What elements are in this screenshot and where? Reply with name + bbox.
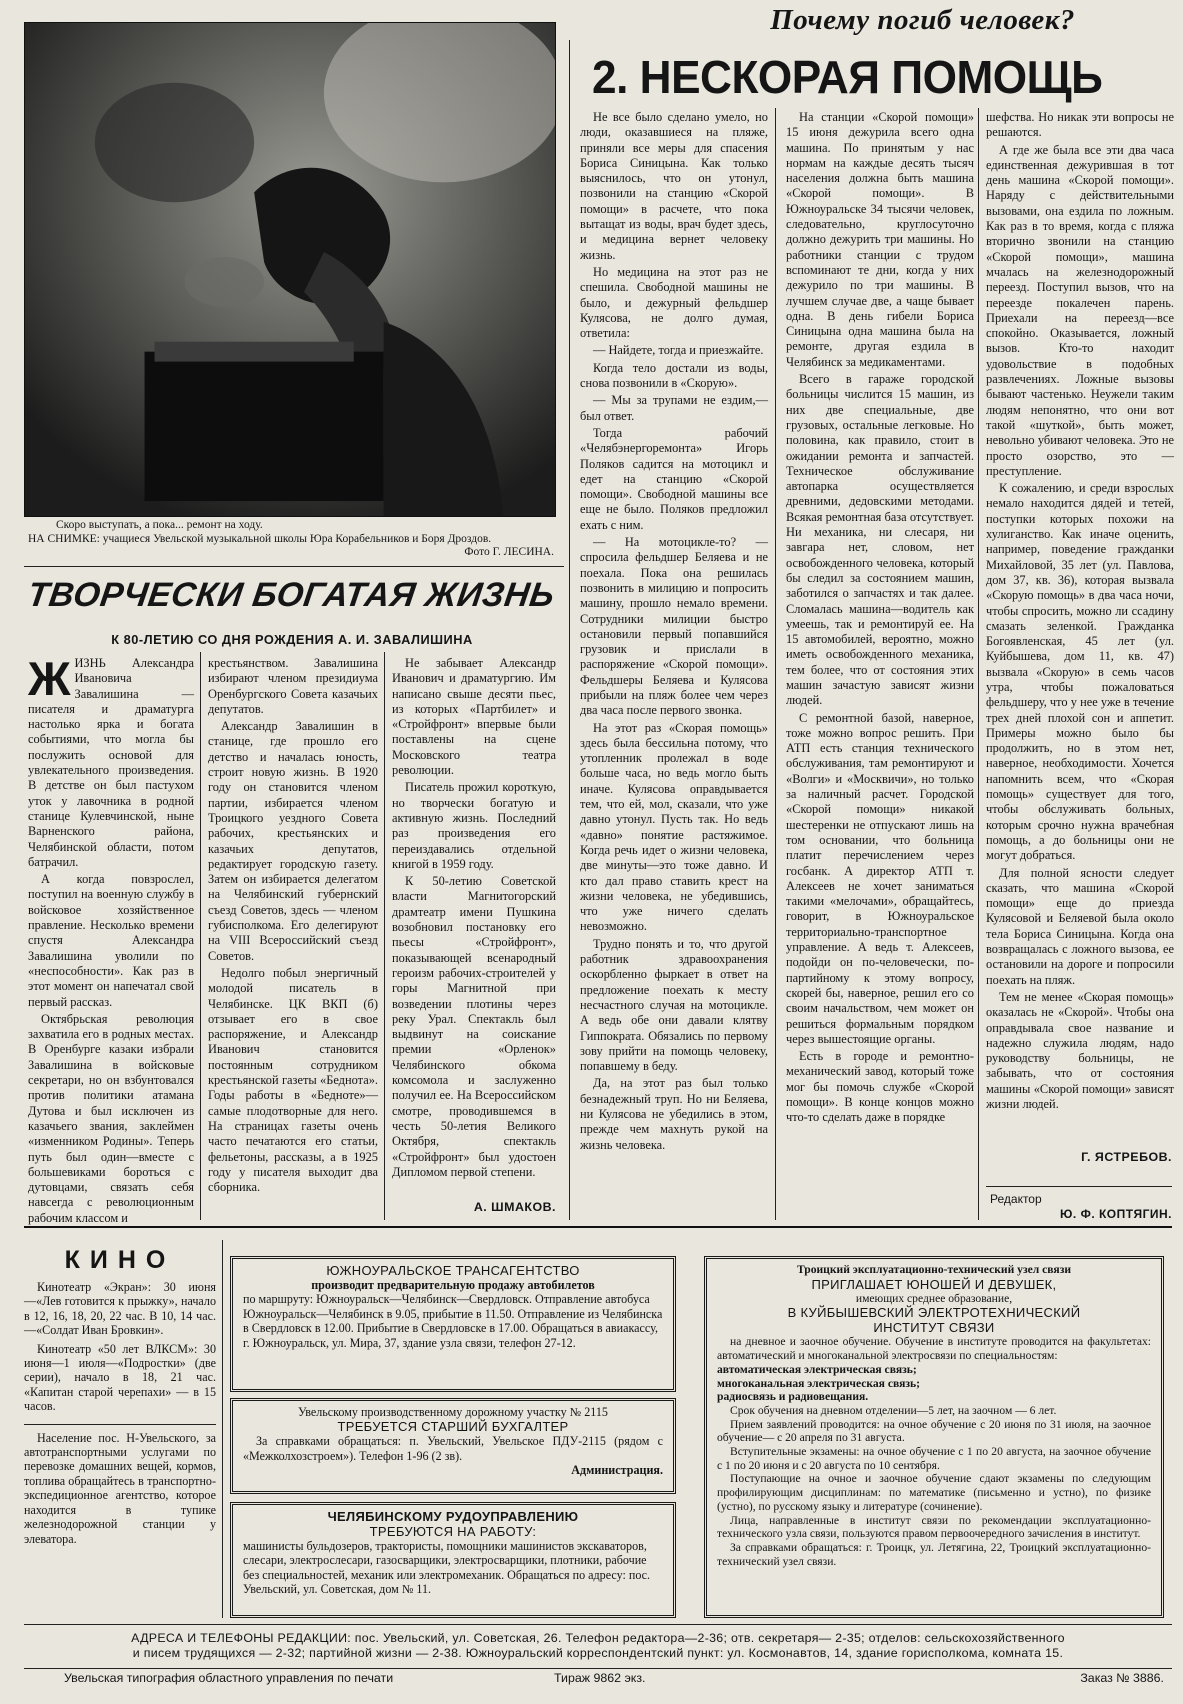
second-article-title: ТВОРЧЕСКИ БОГАТАЯ ЖИЗНЬ: [25, 576, 557, 614]
paragraph: Есть в городе и ремонтно-механический завод, который тоже мог бы помочь службе «Скорой помощи». В конце концов можно что-то сделать даже в порядке: [786, 1049, 974, 1125]
paragraph: Всего в гараже городской больницы числится 15 машин, из них две специальные, две грузовых, остальные легковые. Но половина, как правило, стоит в ожидании ремонта и запчастей. Техническое обслуживание автопарка осуществляется древними, дедовскими методами. Всякая ремонтная база отсутствует. Ни механика, ни слесаря, ни завгара нет, словом, нет освобожденного человека, который бы следил за состоянием машин, заботился о запчастях и так далее. Сломалась машина—водитель как умеешь, так и ремонтируй ее. На 15 автомобилей, вероятно, можно иметь освобожденного механика, тем более, что от состояния этих машин зачастую зависят жизни людей.: [786, 372, 974, 708]
section-divider: [24, 1226, 1172, 1228]
ad-accountant: [230, 1398, 676, 1494]
paragraph: Когда тело достали из воды, снова позвонили в «Скорую».: [580, 360, 768, 391]
kino-item: Кинотеатр «Экран»: 30 июня—«Лев готовится к прыжку», начало в 12, 16, 18, 20, 22 час. В 10, 14 час.—«Солдат Иван Бровкин».: [24, 1280, 216, 1338]
editorial-contacts-line2: и писем трудящихся — 2-32; партийной жизни — 2-38. Южноуральский корреспондентский пункт: ул. Космонавтов, 14, здание горисполкома, комната 15.: [132, 1646, 1064, 1660]
main-article-column-1: [580, 110, 768, 1155]
second-article-signature: А. ШМАКОВ.: [473, 1200, 556, 1214]
paragraph: Октябрьская революция захватила его в родных местах. В Оренбурге казаки избрали Завалишина в войсковые секретари, но он взбунтовался против политики атамана Дутова и был исключен из казачьего звания, заклеймен «изменником Родины». Теперь путь был один—вместе с большевиками бороться с дутовцами, связать себя навсегда с революционным рабочим классом и: [28, 1011, 194, 1225]
column-rule: [200, 652, 201, 1220]
ad-institute-text: За справками обращаться: г. Троицк, ул. Летягина, 22, Троицкий эксплуатационно-технический узел связи.: [717, 1540, 1151, 1568]
ad-mine: [230, 1502, 676, 1618]
ad-accountant-text: За справками обращаться: п. Увельский, Увельское ПДУ-2115 (рядом с «Межколхозстроем»). Телефон 1-96 (2 зв).: [243, 1434, 663, 1463]
paragraph: шефства. Но никак эти вопросы не решаются.: [986, 110, 1174, 140]
kino-heading: КИНО: [64, 1246, 176, 1274]
paragraph: Писатель прожил короткую, но творчески богатую и активную жизнь. Последний раз произведения его переиздавались отдельной книгой в 1959 году.: [392, 780, 556, 871]
ad-institute-spec: многоканальная электрическая связь;: [717, 1376, 921, 1390]
paragraph: Тогда рабочий «Челябэнергоремонта» Игорь Поляков садится на мотоцикл и едет на станцию «Скорой помощи». Свободной машины все еще не было. Поляков предложил ехать с ним.: [580, 425, 768, 532]
ad-institute-line2: ПРИГЛАШАЕТ ЮНОШЕЙ И ДЕВУШЕК,: [811, 1276, 1057, 1292]
paragraph: К 50-летию Советской власти Магнитогорский драмтеатр имени Пушкина возобновил постановку его пьесы «Стройфронт», показывающей всенародный героизм рабочих-строителей у горы Магнитной при возведении плотины через реку Урал. Спектакль был выдвинут на соискание премии «Орленок» Челябинского обкома комсомола и заслуженно получил ее. На Всероссийском смотре, проводившемся в честь 50-летия Великого Октября, спектакль «Стройфронт» был удостоен Дипломом первой степени.: [392, 874, 556, 1179]
paragraph: На станции «Скорой помощи» 15 июня дежурила всего одна машина. По принятым у нас нормам на каждые десять тысяч населения должна быть машина «Скорой помощи». В Южноуральске 34 тысячи человек, следовательно, круглосуточно должно дежурить три машины. Но работники станции с трудом вспоминают те дни, когда у них дежурило по три машины. В лучшем случае две, а чаще бывает одна. В день гибели Бориса Синицына одна машина была на ремонте, другая ездила в Челябинск за медикаментами.: [786, 110, 974, 369]
ad-accountant-heading: ТРЕБУЕТСЯ СТАРШИЙ БУХГАЛТЕР: [337, 1419, 569, 1435]
editor-block: [986, 1192, 1172, 1222]
paragraph: С ремонтной базой, наверное, тоже можно вопрос решить. При АТП есть станция технического обслуживания, там ремонтируют и «Волги» и «Москвичи», но только за наличный расчет. Городской «Скорой помощи» никакой шестеренки не отпускают лишь на том основании, что больница платит перечислением через госбанк. А директор АТП т. Алексеев не хочет заниматься такими «мелочами», обращайтесь, говорит, в Южноуральское территориально-транспортное управление. А ведь т. Алексеев, подойди он по-человечески, по-партийному к этому вопросу, скорей бы, наверное, решил его со своим начальством, чем может он решиться формальным порядком через вышестоящие органы.: [786, 710, 974, 1046]
paragraph: крестьянством. Завалишина избирают членом президиума Оренбургского Совета казачьих депутатов.: [208, 656, 378, 716]
paragraph: Да, на этот раз был только безнадежный труп. Но ни Беляева, ни Кулясова не убедились в этом, прежде чем махнуть рукой на жизнь человека.: [580, 1076, 768, 1152]
editorial-contacts: [24, 1624, 1172, 1661]
paragraph: Недолго побыл энергичный молодой писатель в Челябинске. ЦК ВКП (б) отзывает его в свое распоряжение, и Александр Иванович становится постоянным сотрудником крестьянской газеты «Беднота». Годы работы в «Бедноте»—самые плодотворные для него. На страницах газеты очень часто печатаются его статьи, фельетоны, рассказы, а в 1925 году у писателя выходит два сборника.: [208, 965, 378, 1195]
second-article-column-1: [28, 652, 194, 1228]
imprint: [24, 1668, 1172, 1685]
order-number: Заказ № 3886.: [1080, 1671, 1164, 1685]
column-rule: [978, 108, 979, 1220]
ad-accountant-org: Увельскому производственному дорожному участку № 2115: [298, 1405, 608, 1419]
ad-institute: [704, 1256, 1164, 1618]
paragraph: Не забывает Александр Иванович и драматургию. Им написано свыше десяти пьес, из которых «Партбилет» и «Стройфронт» впервые были поставлены на сцене Московского театра революции.: [392, 656, 556, 778]
main-article-signature: Г. ЯСТРЕБОВ.: [1081, 1150, 1172, 1164]
ad-mine-org: ЧЕЛЯБИНСКОМУ РУДОУПРАВЛЕНИЮ: [327, 1509, 579, 1524]
ad-mine-heading: ТРЕБУЮТСЯ НА РАБОТУ:: [369, 1524, 537, 1539]
ad-institute-text: Прием заявлений проводится: на очное обучение с 20 июня по 31 июля, на заочное обучение— с 20 апреля по 31 августа.: [717, 1417, 1151, 1445]
photo-caption: [28, 519, 554, 560]
photo-credit: Фото Г. ЛЕСИНА.: [464, 546, 554, 558]
second-article-subtitle: К 80-ЛЕТИЮ СО ДНЯ РОЖДЕНИЯ А. И. ЗАВАЛИШИНА: [111, 632, 473, 647]
editor-name: Ю. Ф. КОПТЯГИН.: [1060, 1207, 1172, 1221]
ad-institute-line1: Троицкий эксплуатационно-технический узел связи: [796, 1263, 1072, 1276]
editor-label: Редактор: [990, 1192, 1042, 1206]
paragraph: — На мотоцикле-то? — спросила фельдшер Беляева и не поехала. Пока она решилась позвонить в милицию и попросить машину, прошло немало времени. Сотрудники милиции быстро остановили первый попавшийся грузовик и прислали в распоряжение «Скорой помощи». Фельдшеры Беляева и Кулясова прибыли на пляж более чем через два часа после первого звонка.: [580, 535, 768, 718]
paragraph: На этот раз «Скорая помощь» здесь была бессильна потому, что утопленник пролежал в воде больше часа, но ведь могло быть иначе. Кулясова оправдывается тем, что ей, мол, сказали, что уже давно утонул. Пусть так. Но ведь «давно» понятие растяжимое. Когда речь идет о жизни человека, две минуты—это тоже давно. И кто дал право ставить крест на жизни человека, не убедившись, что уже ничего сделать невозможно.: [580, 720, 768, 934]
article-headline: 2. НЕСКОРАЯ ПОМОЩЬ: [592, 51, 1103, 103]
paragraph: — Мы за трупами не ездим,—был ответ.: [580, 393, 768, 423]
ad-mine-text: машинисты бульдозеров, трактористы, помощники машинистов экскаваторов, слесари, электрослесари, газосварщики, электросварщики, плотники, рабочие без специальностей, механик или электромеханик. Обращаться по адресу: пос. Увельский, ул. Советская, дом № 11.: [243, 1539, 651, 1597]
kino-column: [24, 1280, 216, 1546]
column-rule: [384, 652, 385, 1220]
paragraph: А когда повзрослел, поступил на военную службу в войсковое хозяйственное правление. Несколько времени спустя Александра Завалишина уволили по «неспособности». Как раз в этот момент он напечатал свой первый рассказ.: [28, 872, 194, 1009]
ad-transagency-org: ЮЖНОУРАЛЬСКОЕ ТРАНСАГЕНТСТВО: [326, 1263, 580, 1278]
dropcap: Ж: [28, 652, 71, 705]
ad-institute-text: Срок обучения на дневном отделении—5 лет, на заочном — 6 лет.: [730, 1403, 1057, 1417]
ad-institute-line3: имеющих среднее образование,: [855, 1291, 1013, 1305]
photo-caption-line2: НА СНИМКЕ: учащиеся Увельской музыкальной школы Юра Корабельников и Боря Дроздов.: [28, 532, 492, 545]
ad-transagency-text: по маршруту: Южноуральск—Челябинск—Свердловск. Отправление автобуса Южноуральск—Челябинск в 9.05, прибытие в 11.50. Отправление из Челябинска в Свердловск в 12.00. Прибытие в Свердловске в 17.00. Обращаться в авиакассу, г. Южноуральск, ул. Мира, 37, здание узла связи, телефон 27-12.: [243, 1292, 663, 1350]
ad-transagency: [230, 1256, 676, 1392]
kino-notice: Население пос. Н-Увельского, за автотранспортными услугами по перевозке домашних вещей, кормов, топлива обращайтесь в транспортно-экспедиционное агентство, которое находится в тупике железнодорожной станции у элеватора.: [24, 1430, 216, 1546]
editorial-contacts-line1: АДРЕСА И ТЕЛЕФОНЫ РЕДАКЦИИ: пос. Увельский, ул. Советская, 26. Телефон редактора—2-36; отв. секретаря— 2-35; отделов: сельскохозяйственного: [131, 1631, 1065, 1645]
paragraph: К сожалению, и среди взрослых немало находится дядей и тетей, поступки которых похожи на хулиганство. Как иначе оценить, например, поведение гражданки Михайловой, 35 лет (ул. Павлова, дом 37, кв. 36), которая вызвала «Скорую помощь» в два часа ночи, чтобы спросить, можно ли ссадину смазать зеленкой. Гражданка Богоявленская, 45 лет (ул. Куйбышева, дом 11, кв. 47) вызвала «Скорую» в семь часов утра, чтобы пожаловаться фельдшеру, что у нее уже в течение трех дней плохой сон и аппетит. Примеры можно было бы продолжить, но в этом нет, наверное, необходимости. Хочется напомнить всем, что «Скорая помощь» существует для того, чтобы обслуживать больных, которым срочно нужна врачебная помощь, а до больницы они не могут добраться.: [986, 481, 1174, 863]
ad-institute-spec: автоматическая электрическая связь;: [717, 1362, 917, 1376]
paragraph: А где же была все эти два часа единственная дежурившая в тот день машина «Скорой помощи». Наряду с действительными вызовами, она ездила по ложным. Как раз в то время, когда с пляжа вторично звонили на станцию «Скорой помощи», машина мчалась на железнодорожный переезд. Поступил вызов, что на переезде покалечен парень. Приехали на переезд—все спокойно. Оказывается, ложный вызов. Кто-то находит удовольствие в подобных развлечениях. Ложные вызовы бывают частенько. Неужели таким людям непонятно, что они вот такой «шуткой», быть может, невольно убивают человека. Это не просто озорство, это — преступление.: [986, 142, 1174, 478]
second-article-column-3: [392, 656, 556, 1182]
divider: [24, 566, 564, 567]
kino-item: Кинотеатр «50 лет ВЛКСМ»: 30 июня—1 июля—«Подростки» (две серии), начало в 18, 21 час. «Капитан старой черепахи» — в 15 часов.: [24, 1341, 216, 1414]
ad-institute-text: на дневное и заочное обучение. Обучение в институте проводится на факультетах: автоматический и многоканальной электросвязи по специальностям:: [717, 1335, 1151, 1363]
article-photo: [24, 22, 556, 517]
main-article-column-2: [786, 110, 974, 1128]
ad-institute-text: Вступительные экзамены: на очное обучение с 1 по 20 августа, на заочное обучение с 1 по 20 июня и с 20 августа по 10 сентября.: [717, 1445, 1151, 1472]
ad-institute-line5: ИНСТИТУТ СВЯЗИ: [873, 1320, 995, 1336]
ad-transagency-line: производит предварительную продажу автобилетов: [311, 1278, 595, 1292]
paragraph: Александр Завалишин в станице, где прошло его детство и началась юность, строит новую жизнь. В 1920 году он становится членом партии, избирается членом Троицкого уездного Совета рабочих, крестьянских и казачьих депутатов, редактирует городскую газету. Затем он избирается делегатом на Челябинский губернский съезд Советов, здесь — членом губисполкома. Его делегируют на VIII Всероссийский съезд Советов.: [208, 719, 378, 963]
printer: Увельская типография областного управления по печати: [64, 1671, 394, 1685]
second-article-column-2: [208, 656, 378, 1197]
divider: [986, 1186, 1172, 1187]
paragraph: ИЗНЬ Александра Ивановича Завалишина — писателя и драматурга настолько ярка и богата событиями, что могла бы послужить основой для увлекательного произведения. В детстве он был пастухом уток у лавочника в родной станице Кулевчинской, ныне Варненского района, Челябинской области, потом батрачил.: [28, 656, 194, 869]
column-rule: [222, 1240, 223, 1618]
ad-institute-spec: радиосвязь и радиовещания.: [717, 1390, 869, 1404]
article-kicker: Почему погиб человек?: [770, 4, 1075, 36]
ad-accountant-sign: Администрация.: [571, 1463, 663, 1478]
paragraph: — Найдете, тогда и приезжайте.: [593, 343, 764, 358]
ad-institute-text: Лица, направленные в институт связи по рекомендации эксплуатационно-технического узла связи, пользуются правом первоочередного зачисления в институт.: [717, 1513, 1151, 1541]
ad-institute-line4: В КУЙБЫШЕВСКИЙ ЭЛЕКТРОТЕХНИЧЕСКИЙ: [787, 1305, 1081, 1321]
column-rule: [775, 108, 776, 1220]
paragraph: Но медицина на этот раз не спешила. Свободной машины не было, и дежурный фельдшер Кулясова, не долго думая, ответила:: [580, 264, 768, 341]
paragraph: Тем не менее «Скорая помощь» оказалась не «Скорой». Чтобы она оправдывала свое название и надежно служила людям, надо руководству больницы, не забывать, что от состояния машины «Скорой помощи» зависят жизни людей.: [986, 989, 1174, 1111]
paragraph: Для полной ясности следует сказать, что машина «Скорой помощи» еще до приезда Кулясовой и Беляевой была около тела Бориса Синицына. Когда она возвращалась с ложного вызова, ее остановили на дороге и попросили поехать на пляж.: [986, 865, 1174, 987]
paragraph: Трудно понять и то, что другой работник здравоохранения оскорбленно фыркает в ответ на предложение поехать к месту несчастного случая на мотоцикле. А ведь обе они давали клятву Гиппократа. Обязались по первому зову прийти на помощь человеку, попавшему в беду.: [580, 936, 768, 1074]
paragraph: Не все было сделано умело, но люди, оказавшиеся на пляже, приняли все меры для спасения Бориса Синицына. Как только выяснилось, что он утонул, позвонили на станцию «Скорой помощи» в расчете, что пока вытащат из воды, врач будет здесь, и медицина вернет человеку жизнь.: [580, 110, 768, 262]
photo-image: [25, 23, 555, 516]
photo-caption-line1: Скоро выступать, а пока... ремонт на ходу.: [56, 519, 263, 531]
circulation: Тираж 9862 экз.: [554, 1671, 646, 1685]
main-article-column-3: [986, 110, 1174, 1114]
ad-institute-text: Поступающие на очное и заочное обучение сдают экзамены по следующим профилирующим дисциплинам: по математике (письменно и устно), по физике (устно), по русскому языку и литературе (сочинение).: [717, 1472, 1151, 1513]
column-rule: [569, 40, 570, 1220]
